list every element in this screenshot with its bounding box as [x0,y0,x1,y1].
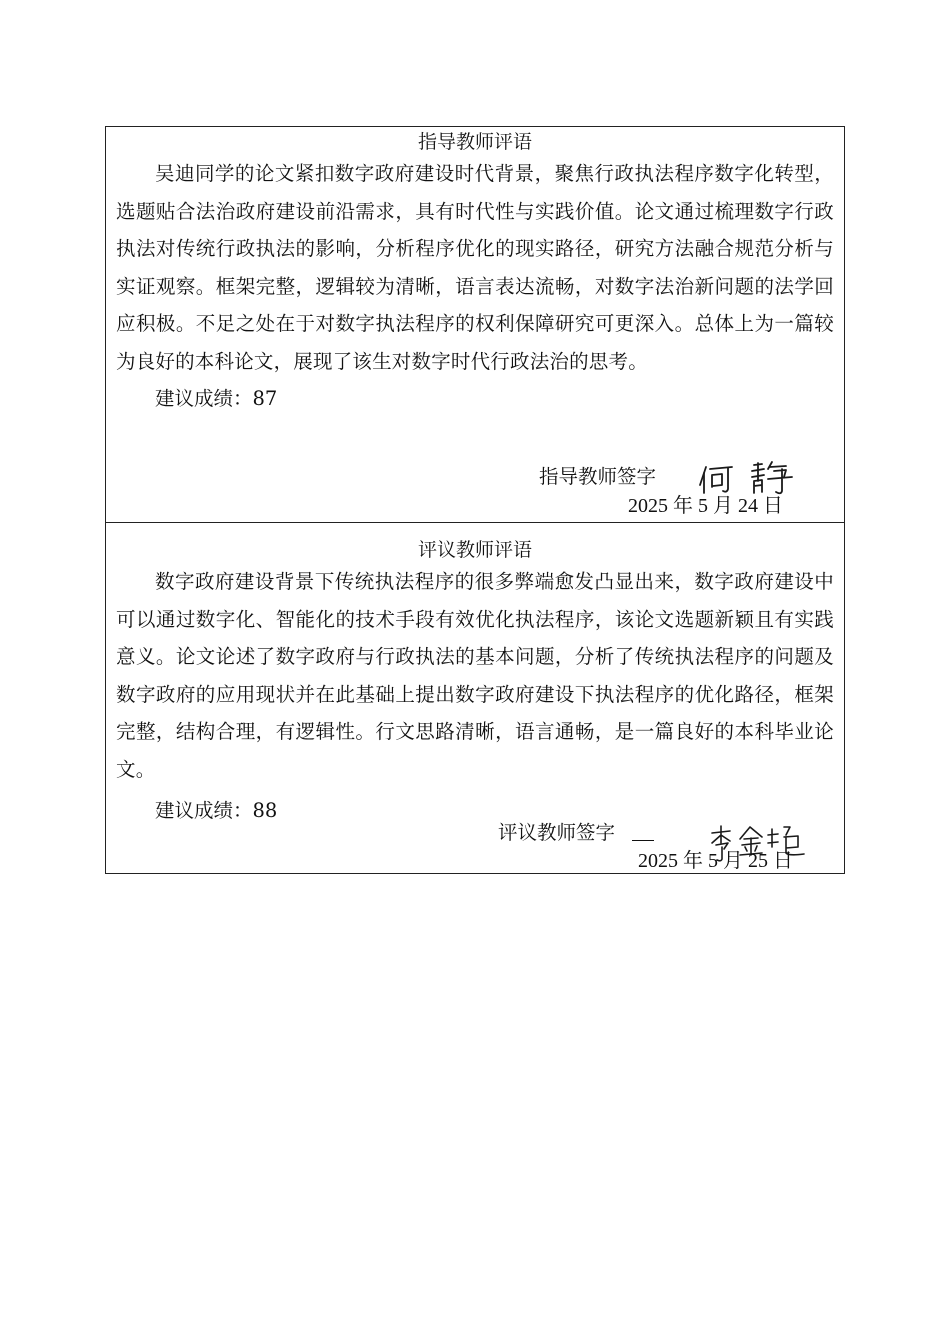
reviewer-section-title: 评议教师评语 [417,539,532,561]
advisor-signature-label: 指导教师签字 [539,465,657,488]
reviewer-signature-underline [632,840,654,841]
evaluation-table [105,126,845,874]
reviewer-comment: 数字政府建设背景下传统执法程序的很多弊端愈发凸显出来，数字政府建设中可以通过数字化、智能化的技术手段有效优化执法程序，该论文选题新颖且有实践意义。论文论述了数字政府与行政执法的基本问题，分析了传统执法程序的问题及数字政府的应用现状并在此基础上提出数字政府建设下执法程序的优化路径，框架完整，结构合理，有逻辑性。行文思路清晰，语言通畅，是一篇良好的本科毕业论文。 [116,570,834,781]
reviewer-section [106,522,844,873]
advisor-section-title: 指导教师评语 [417,131,532,153]
reviewer-suggested-grade: 建议成绩：88 [155,799,278,822]
advisor-section [106,129,844,522]
advisor-signature-date: 2025 年 5 月 24 日 [628,495,783,517]
reviewer-signature-date: 2025 年 5 月 25 日 [638,850,793,872]
advisor-comment: 吴迪同学的论文紧扣数字政府建设时代背景，聚焦行政执法程序数字化转型，选题贴合法治政府建设前沿需求，具有时代性与实践价值。论文通过梳理数字行政执法对传统行政执法的影响，分析程序优化的现实路径，研究方法融合规范分析与实证观察。框架完整，逻辑较为清晰，语言表达流畅，对数字法治新问题的法学回应积极。不足之处在于对数字执法程序的权利保障研究可更深入。总体上为一篇较为良好的本科论文，展现了该生对数字时代行政法治的思考。 [116,162,834,373]
reviewer-signature-label: 评议教师签字 [498,821,616,844]
advisor-suggested-grade: 建议成绩：87 [155,387,278,410]
